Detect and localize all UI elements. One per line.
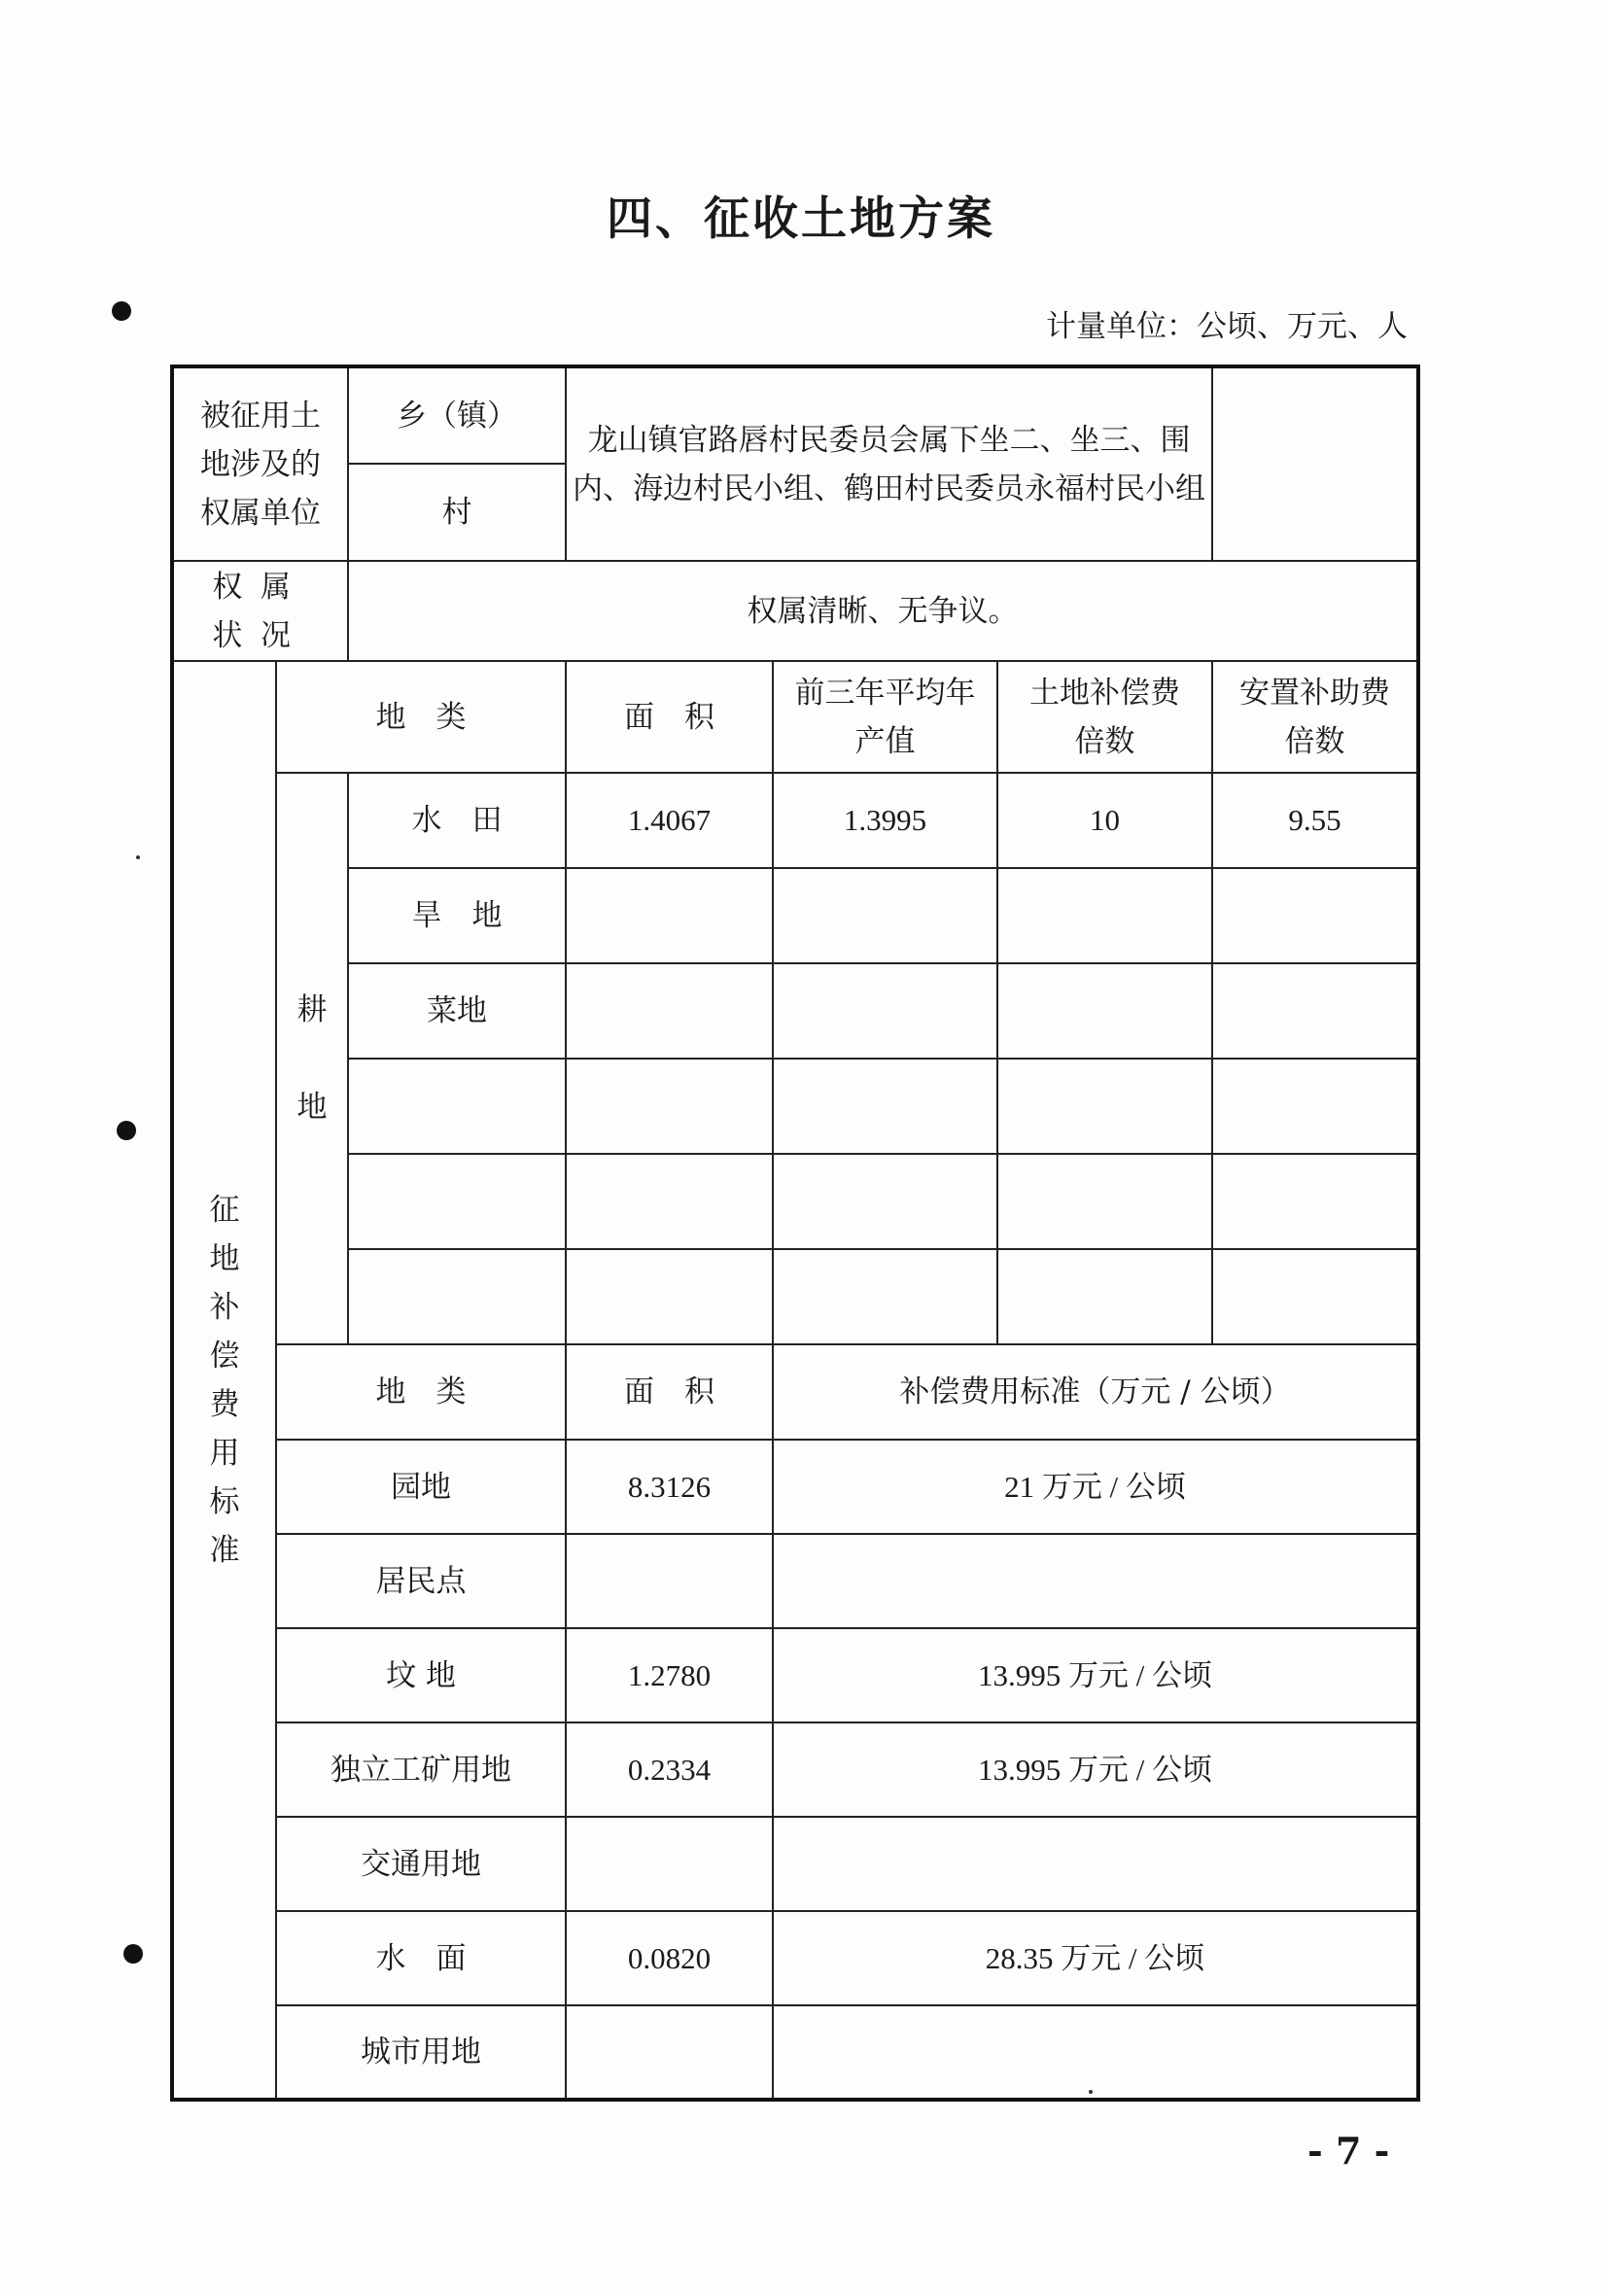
other-row-type: 交通用地	[276, 1817, 566, 1911]
cultivated-row-area	[566, 1249, 773, 1344]
section-char: 用	[209, 1435, 240, 1471]
cultivated-row-area: 1.4067	[566, 773, 773, 868]
section-char: 准	[209, 1532, 240, 1568]
other-row-type: 独立工矿用地	[276, 1722, 566, 1817]
section-char: 偿	[209, 1338, 240, 1374]
cultivated-row-type: 水 田	[348, 773, 566, 868]
cultivated-row-resettle	[1212, 963, 1418, 1059]
cultivated-row-resettle	[1212, 1154, 1418, 1249]
other-row-area	[566, 2005, 773, 2100]
other-row-standard	[773, 1534, 1418, 1628]
cultivated-row-land-comp	[997, 1154, 1212, 1249]
cultivated-row-type	[348, 1154, 566, 1249]
other-header-land-type: 地 类	[276, 1344, 566, 1440]
other-row-standard: 21 万元 / 公顷	[773, 1440, 1418, 1534]
cultivated-row-resettle	[1212, 1059, 1418, 1154]
township-label: 乡（镇）	[348, 366, 566, 464]
ownership-status-value: 权属清晰、无争议。	[348, 561, 1418, 661]
other-row-standard	[773, 1817, 1418, 1911]
other-row-standard: 28.35 万元 / 公顷	[773, 1911, 1418, 2005]
cultivated-row-land-comp	[997, 868, 1212, 963]
cultivated-row-land-comp	[997, 1249, 1212, 1344]
cultivated-row-resettle	[1212, 868, 1418, 963]
cultivated-group-label	[276, 773, 348, 1344]
other-row-area	[566, 1534, 773, 1628]
compensation-section-label	[172, 661, 276, 2100]
unit-note: 计量单位：公顷、万元、人	[1046, 309, 1408, 344]
cultivated-header-avg-output: 前三年平均年产值	[773, 661, 997, 773]
section-char: 费	[209, 1386, 240, 1422]
other-row-area: 8.3126	[566, 1440, 773, 1534]
cultivated-header-land-type: 地 类	[276, 661, 566, 773]
other-row-standard: 13.995 万元 / 公顷	[773, 1628, 1418, 1722]
other-row-type: 坟 地	[276, 1628, 566, 1722]
other-row-type: 城市用地	[276, 2005, 566, 2100]
cultivated-row-land-comp	[997, 963, 1212, 1059]
cultivated-row-avg-output: 1.3995	[773, 773, 997, 868]
cultivated-header-resettle: 安置补助费倍数	[1212, 661, 1418, 773]
group-char: 地	[296, 1090, 328, 1125]
other-row-area	[566, 1817, 773, 1911]
cultivated-header-land-comp: 土地补偿费倍数	[997, 661, 1212, 773]
other-header-area: 面 积	[566, 1344, 773, 1440]
cultivated-row-type: 菜地	[348, 963, 566, 1059]
cultivated-row-avg-output	[773, 1059, 997, 1154]
other-row-standard: 13.995 万元 / 公顷	[773, 1722, 1418, 1817]
other-row-type: 水 面	[276, 1911, 566, 2005]
other-row-standard	[773, 2005, 1418, 2100]
cultivated-row-land-comp: 10	[997, 773, 1212, 868]
group-char: 耕	[296, 992, 328, 1027]
section-char: 地	[209, 1240, 240, 1276]
cultivated-row-type: 旱 地	[348, 868, 566, 963]
page-title: 四、征收土地方案	[607, 192, 995, 246]
other-row-area: 0.2334	[566, 1722, 773, 1817]
section-char: 征	[209, 1192, 240, 1228]
ownership-units-blank	[1212, 366, 1418, 561]
cultivated-row-area	[566, 868, 773, 963]
ownership-units-header: 被征用土地涉及的权属单位	[172, 366, 348, 561]
punch-hole-bottom	[123, 1944, 143, 1964]
cultivated-row-type	[348, 1059, 566, 1154]
other-row-area: 0.0820	[566, 1911, 773, 2005]
page-number: - 7 -	[1307, 2129, 1390, 2173]
section-char: 标	[209, 1483, 240, 1519]
punch-hole-middle	[117, 1121, 136, 1140]
cultivated-row-area	[566, 1154, 773, 1249]
cultivated-row-area	[566, 963, 773, 1059]
other-row-type: 居民点	[276, 1534, 566, 1628]
other-row-area: 1.2780	[566, 1628, 773, 1722]
other-header-standard: 补偿费用标准（万元 / 公顷）	[773, 1344, 1418, 1440]
cultivated-row-type	[348, 1249, 566, 1344]
cultivated-row-resettle	[1212, 1249, 1418, 1344]
cultivated-header-area: 面 积	[566, 661, 773, 773]
cultivated-row-avg-output	[773, 1154, 997, 1249]
cultivated-row-resettle: 9.55	[1212, 773, 1418, 868]
land-acquisition-table	[170, 365, 1420, 2102]
punch-hole-top	[112, 301, 131, 321]
ownership-units-value: 龙山镇官路唇村民委员会属下坐二、坐三、围内、海边村民小组、鹤田村民委员永福村民小组	[566, 366, 1212, 561]
cultivated-row-avg-output	[773, 1249, 997, 1344]
village-label: 村	[348, 464, 566, 561]
section-char: 补	[209, 1289, 240, 1325]
cultivated-row-avg-output	[773, 868, 997, 963]
cultivated-row-avg-output	[773, 963, 997, 1059]
scan-speck	[136, 855, 140, 859]
cultivated-row-land-comp	[997, 1059, 1212, 1154]
other-row-type: 园地	[276, 1440, 566, 1534]
ownership-status-label: 权属状况	[172, 561, 348, 661]
cultivated-row-area	[566, 1059, 773, 1154]
